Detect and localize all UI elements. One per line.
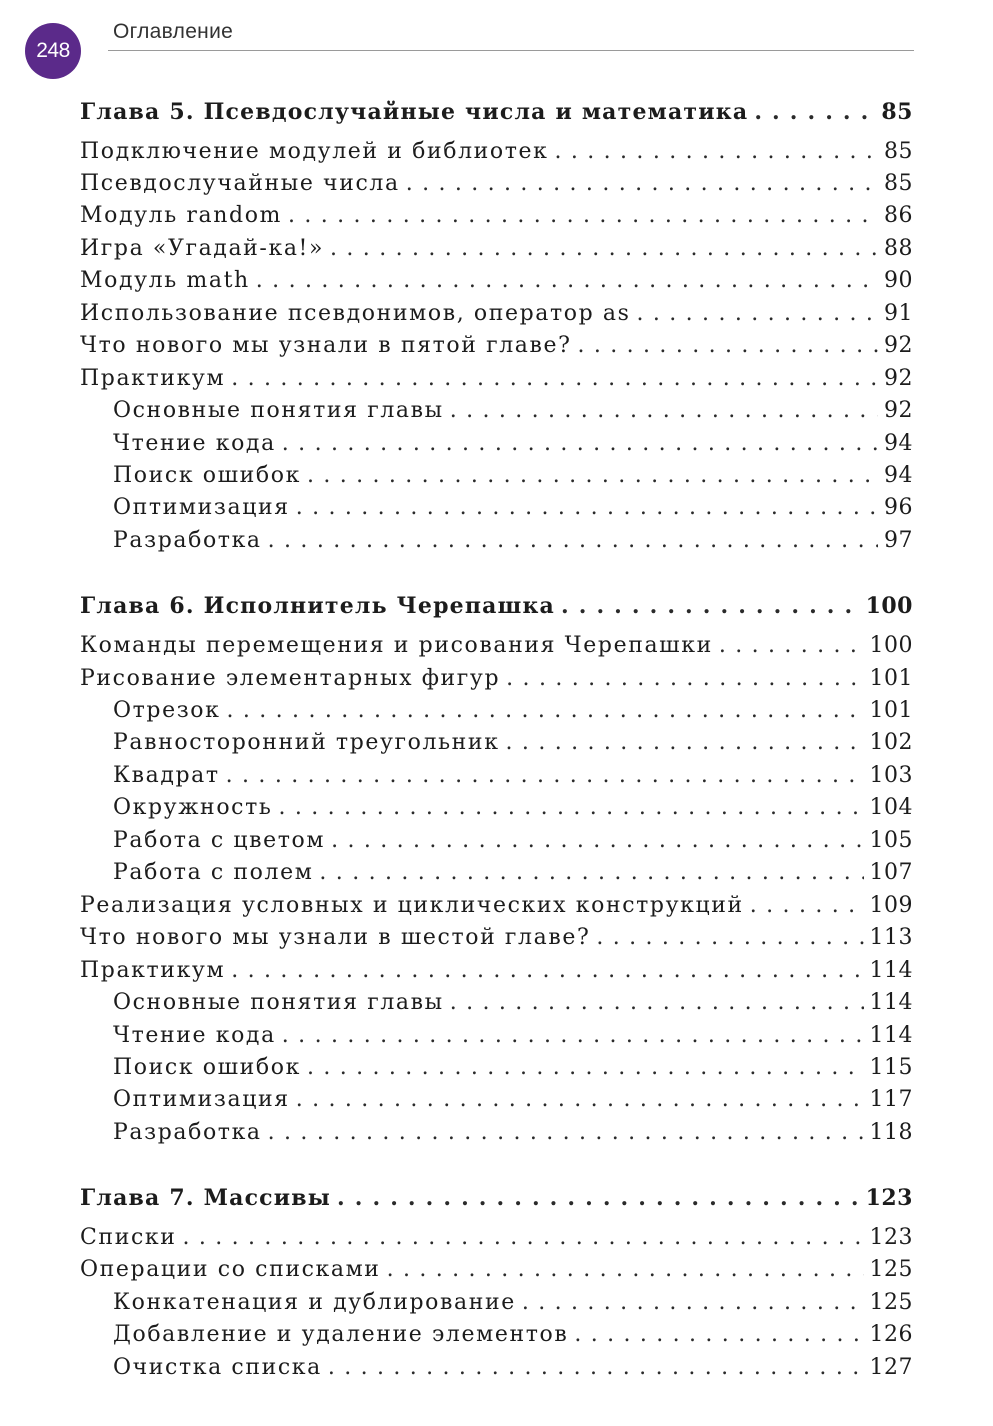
toc-entry-title: Реализация условных и циклических конструкций [80, 893, 744, 918]
dot-leader [288, 200, 878, 232]
toc-subentry[interactable] [113, 395, 913, 427]
toc-entry-page: 123 [869, 1225, 913, 1250]
toc-entry-title: Подключение модулей и библиотек [80, 139, 549, 164]
toc-entry[interactable] [80, 233, 913, 265]
dot-leader [450, 987, 864, 1019]
toc-entry-title: Квадрат [113, 763, 220, 788]
toc-entry-title: Работа с полем [113, 860, 314, 885]
toc-chapter-heading[interactable] [80, 96, 913, 128]
dot-leader [506, 727, 864, 759]
toc-entry-title: Оптимизация [113, 1087, 290, 1112]
dot-leader [450, 395, 878, 427]
toc-entry[interactable] [80, 298, 913, 330]
dot-leader [387, 1254, 864, 1286]
toc-entry-title: Разработка [113, 528, 262, 553]
dot-leader [596, 922, 863, 954]
toc-subentry[interactable] [113, 492, 913, 524]
toc-subentry[interactable] [113, 1319, 913, 1351]
toc-chapter-heading[interactable] [80, 1182, 913, 1214]
toc-entry[interactable] [80, 630, 913, 662]
toc-chapter-heading[interactable] [80, 590, 913, 622]
toc-entry-page: 96 [884, 495, 913, 520]
toc-entry-title: Списки [80, 1225, 177, 1250]
toc-entry-page: 117 [869, 1087, 913, 1112]
dot-leader [561, 590, 860, 622]
toc-entry-page: 114 [869, 1023, 913, 1048]
toc-subentry[interactable] [113, 727, 913, 759]
toc-entry-title: Псевдослучайные числа [80, 171, 400, 196]
dot-leader [637, 298, 878, 330]
dot-leader [331, 825, 863, 857]
toc-entry[interactable] [80, 1222, 913, 1254]
toc-subentry[interactable] [113, 1117, 913, 1149]
toc-entry-page: 100 [869, 633, 913, 658]
toc-entry[interactable] [80, 922, 913, 954]
toc-entry-page: 85 [884, 171, 913, 196]
running-title: Оглавление [113, 20, 234, 43]
toc-entry-page: 104 [869, 795, 913, 820]
toc-entry-title: Равносторонний треугольник [113, 730, 500, 755]
toc-entry-page: 94 [884, 431, 913, 456]
dot-leader [307, 1052, 864, 1084]
toc-subentry[interactable] [113, 1084, 913, 1116]
dot-leader [268, 525, 878, 557]
dot-leader [555, 136, 879, 168]
dot-leader [574, 1319, 863, 1351]
toc-entry-page: 88 [884, 236, 913, 261]
page-number-badge: 248 [25, 23, 81, 79]
dot-leader [328, 1352, 864, 1384]
toc-subentry[interactable] [113, 760, 913, 792]
toc-subentry[interactable] [113, 428, 913, 460]
toc-subentry[interactable] [113, 825, 913, 857]
toc-entry[interactable] [80, 663, 913, 695]
toc-entry-page: 126 [869, 1322, 913, 1347]
toc-entry-page: 85 [884, 139, 913, 164]
toc-entry-title: Игра «Угадай-ка!» [80, 236, 325, 261]
dot-leader [522, 1287, 864, 1319]
toc-entry-title: Основные понятия главы [113, 990, 444, 1015]
toc-subentry[interactable] [113, 525, 913, 557]
dot-leader [319, 857, 863, 889]
toc-entry-title: Что нового мы узнали в пятой главе? [80, 333, 572, 358]
toc-entry-title: Операции со списками [80, 1257, 381, 1282]
toc-entry-page: 97 [884, 528, 913, 553]
toc-entry-title: Окружность [113, 795, 273, 820]
dot-leader [282, 1020, 864, 1052]
dot-leader [296, 1084, 864, 1116]
dot-leader [231, 363, 878, 395]
toc-subentry[interactable] [113, 1020, 913, 1052]
toc-entry-page: 123 [865, 1185, 913, 1211]
dot-leader [226, 760, 864, 792]
toc-entry-page: 101 [869, 698, 913, 723]
toc-entry-title: Глава 7. Массивы [80, 1185, 332, 1211]
toc-entry[interactable] [80, 890, 913, 922]
dot-leader [330, 233, 878, 265]
toc-entry-title: Модуль math [80, 268, 250, 293]
toc-entry-page: 90 [884, 268, 913, 293]
toc-subentry[interactable] [113, 695, 913, 727]
toc-entry-page: 107 [869, 860, 913, 885]
toc-entry-page: 118 [869, 1120, 913, 1145]
toc-entry-page: 114 [869, 990, 913, 1015]
toc-entry-page: 105 [869, 828, 913, 853]
toc-entry-page: 92 [884, 333, 913, 358]
dot-leader [750, 890, 864, 922]
toc-entry-page: 102 [869, 730, 913, 755]
dot-leader [506, 663, 863, 695]
toc-entry-title: Глава 5. Псевдослучайные числа и математика [80, 99, 749, 125]
toc-entry-title: Работа с цветом [113, 828, 326, 853]
toc-entry[interactable] [80, 363, 913, 395]
toc-entry-title: Глава 6. Исполнитель Черепашка [80, 593, 556, 619]
toc-entry-title: Конкатенация и дублирование [113, 1290, 516, 1315]
toc-entry-title: Практикум [80, 958, 226, 983]
dot-leader [337, 1182, 860, 1214]
toc-entry-title: Добавление и удаление элементов [113, 1322, 569, 1347]
toc-entry-page: 91 [884, 301, 913, 326]
dot-leader [278, 792, 863, 824]
toc-entry-page: 109 [869, 893, 913, 918]
toc-entry-title: Поиск ошибок [113, 1055, 301, 1080]
toc-entry-title: Поиск ошибок [113, 463, 301, 488]
toc-entry[interactable] [80, 265, 913, 297]
dot-leader [578, 330, 879, 362]
dot-leader [754, 96, 875, 128]
dot-leader [231, 955, 863, 987]
toc-subentry[interactable] [113, 792, 913, 824]
toc-subentry[interactable] [113, 1352, 913, 1384]
toc-entry-page: 103 [869, 763, 913, 788]
toc-entry[interactable] [80, 136, 913, 168]
toc-entry-page: 86 [884, 203, 913, 228]
toc-entry-page: 100 [865, 593, 913, 619]
toc-entry-page: 125 [869, 1257, 913, 1282]
toc-entry-title: Оптимизация [113, 495, 290, 520]
dot-leader [307, 460, 878, 492]
toc-entry-title: Разработка [113, 1120, 262, 1145]
toc-entry-page: 114 [869, 958, 913, 983]
toc-entry[interactable] [80, 200, 913, 232]
dot-leader [227, 695, 864, 727]
toc-entry-title: Практикум [80, 366, 226, 391]
toc-entry-title: Модуль random [80, 203, 282, 228]
toc-entry[interactable] [80, 1254, 913, 1286]
toc-entry-title: Рисование элементарных фигур [80, 666, 501, 691]
toc-entry-page: 125 [869, 1290, 913, 1315]
toc-entry[interactable] [80, 955, 913, 987]
toc-entry-page: 92 [884, 398, 913, 423]
toc-entry-page: 101 [869, 666, 913, 691]
toc-entry[interactable] [80, 330, 913, 362]
toc-entry-page: 85 [881, 99, 913, 125]
dot-leader [256, 265, 878, 297]
toc-entry-page: 115 [869, 1055, 913, 1080]
dot-leader [296, 492, 878, 524]
dot-leader [282, 428, 878, 460]
toc-entry-title: Отрезок [113, 698, 221, 723]
dot-leader [183, 1222, 864, 1254]
toc-subentry[interactable] [113, 1052, 913, 1084]
toc-entry-title: Очистка списка [113, 1355, 322, 1380]
dot-leader [406, 168, 878, 200]
toc-entry-title: Команды перемещения и рисования Черепашки [80, 633, 713, 658]
dot-leader [719, 630, 864, 662]
dot-leader [268, 1117, 864, 1149]
toc-entry[interactable] [80, 168, 913, 200]
toc-subentry[interactable] [113, 460, 913, 492]
toc-entry-page: 94 [884, 463, 913, 488]
toc-entry-page: 113 [869, 925, 913, 950]
toc-entry-title: Что нового мы узнали в шестой главе? [80, 925, 591, 950]
toc-subentry[interactable] [113, 857, 913, 889]
toc-entry-page: 92 [884, 366, 913, 391]
toc-entry-page: 127 [869, 1355, 913, 1380]
toc-entry-title: Чтение кода [113, 431, 276, 456]
toc-entry-title: Чтение кода [113, 1023, 276, 1048]
toc-subentry[interactable] [113, 1287, 913, 1319]
toc-subentry[interactable] [113, 987, 913, 1019]
toc-entry-title: Использование псевдонимов, оператор as [80, 301, 631, 326]
toc-entry-title: Основные понятия главы [113, 398, 444, 423]
